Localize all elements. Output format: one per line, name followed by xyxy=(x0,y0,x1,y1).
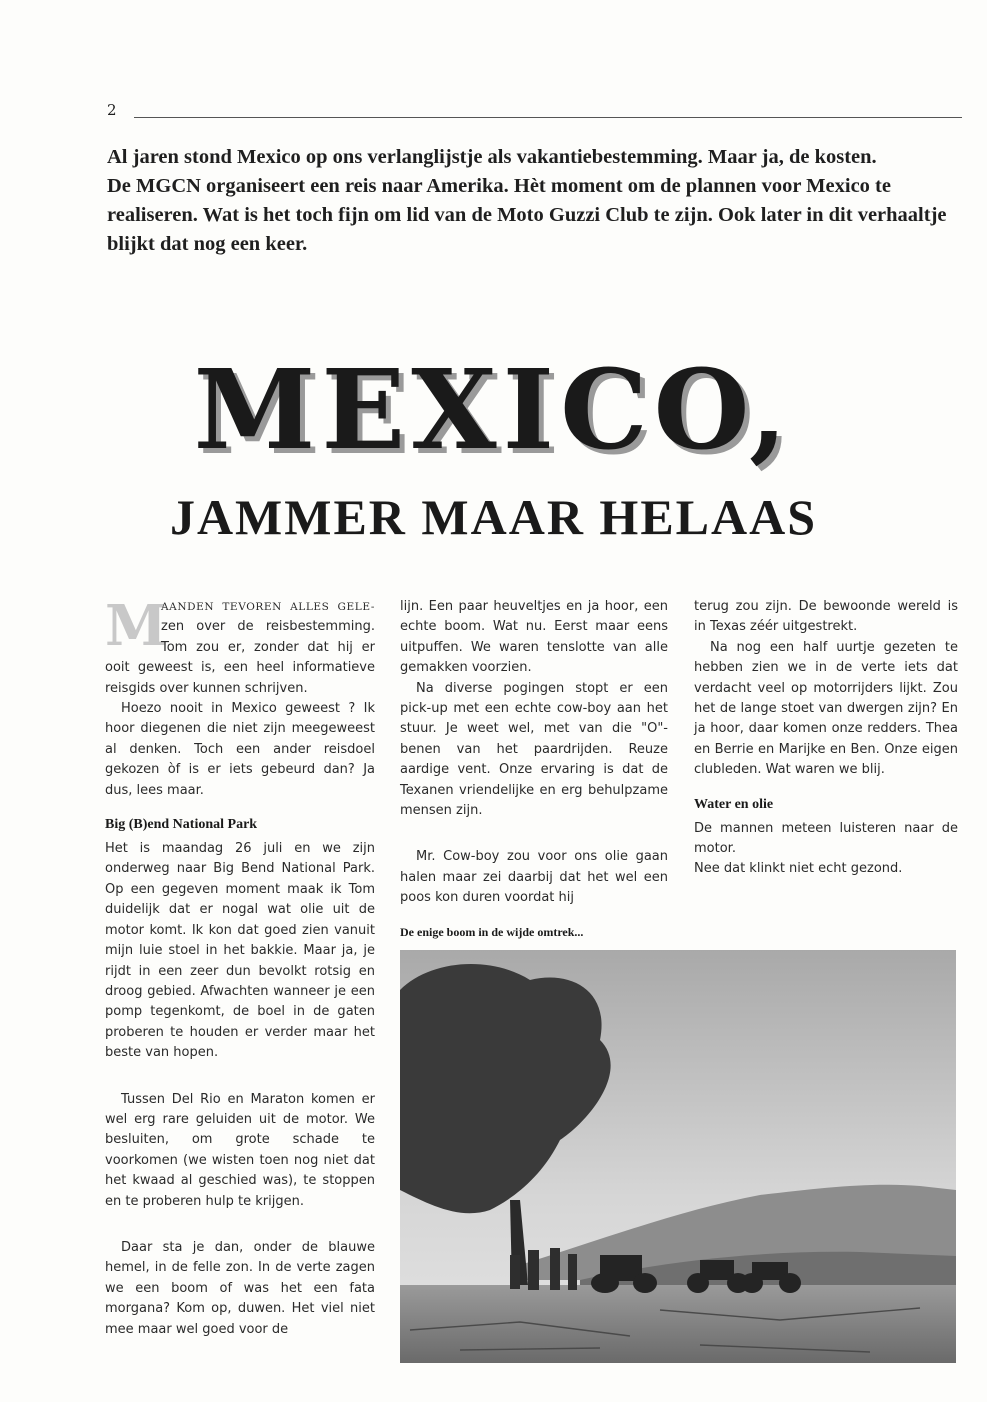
body-paragraph: Na diverse pogingen stopt er een pick-up met een echte cow-boy aan het stuur. Je weet wel, met van die "O"-benen van het paardrijden. Reuze aardige vent. Onze ervaring is dat de Texanen vriendelijke en erg behulpzame mensen zijn. xyxy=(400,680,668,819)
body-paragraph: Na nog een half uurtje gezeten te hebben zien we in de verte iets dat verdacht veel op motorrijders lijkt. Zou het de lange stoet van dwergen zijn? En ja hoor, daar komen onze redders. Thea en Berrie en Marijke en Ben. Onze eigen clubleden. Wat waren we blij. xyxy=(694,639,958,778)
section-subhead: Water en olie xyxy=(694,796,774,812)
road-photo xyxy=(400,950,956,1363)
body-paragraph: lijn. Een paar heuveltjes en ja hoor, een echte boom. Wat nu. Eerst maar eens uitpuffen. We waren tenslotte van alle gemakken voorzien. xyxy=(400,599,668,676)
intro-paragraph: De MGCN organiseert een reis naar Amerika. Hèt moment om de plannen voor Mexico te realiseren. Wat is het toch fijn om lid van de Moto Guzzi Club te zijn. Ook later in dit verhaaltje blijkt dat nog een keer. xyxy=(107,175,947,255)
body-paragraph: Het is maandag 26 juli en we zijn onderweg naar Big Bend National Park. Op een gegeven moment maak ik Tom duidelijk dat er nogal wat olie uit de motor komt. Ik kon dat goed zien vanuit mijn luie stoel in het bakkie. Maar ja, je rijdt in een zeer dun bevolkt rotsig en droog gebied. Afwachten wanneer je een pomp tegenkomt, de boel in de gaten proberen te houden er verder maar het beste van hopen. xyxy=(105,841,375,1061)
photo-caption: De enige boom in de wijde omtrek... xyxy=(400,925,584,939)
article-column-1 xyxy=(105,593,375,1340)
lead-paragraph xyxy=(105,593,375,699)
lead-smallcaps: AANDEN TEVOREN ALLES GELE- xyxy=(161,601,375,613)
intro-paragraph: Al jaren stond Mexico op ons verlanglijstje als vakantiebestemming. Maar ja, de kosten. xyxy=(107,146,877,168)
title-main: MEXICO, xyxy=(193,345,794,474)
article-column-2 xyxy=(400,597,668,909)
intro xyxy=(107,143,957,259)
body-paragraph: Mr. Cow-boy zou voor ons olie gaan halen maar zei daarbij dat het wel een poos kon duren voordat hij xyxy=(400,849,668,906)
lead-rest: zen over de reisbestemming. Tom zou er, zonder dat hij er ooit geweest is, een heel informatieve reisgids over kunnen schrijven. xyxy=(105,619,375,696)
page-number: 2 xyxy=(107,101,117,119)
body-paragraph: De mannen meteen luisteren naar de motor. xyxy=(694,820,958,857)
body-paragraph: Hoezo nooit in Mexico geweest ? Ik hoor diegenen die niet zijn meegeweest al denken. Toch een ander reisdoel gekozen òf is er iets gebeurd dan? Ja dus, lees maar. xyxy=(105,701,375,798)
body-paragraph: Tussen Del Rio en Maraton komen er wel erg rare geluiden uit de motor. We besluiten, om grote schade te voorkomen (we wisten toen nog niet dat het kwaad al geschied was), te stoppen en te proberen hulp te krijgen. xyxy=(105,1091,375,1209)
body-paragraph: terug zou zijn. De bewoonde wereld is in Texas zéér uitgestrekt. xyxy=(694,599,958,635)
article-column-3 xyxy=(694,597,958,880)
header-rule xyxy=(134,117,962,118)
section-subhead: Big (B)end National Park xyxy=(105,817,258,833)
body-paragraph: Nee dat klinkt niet echt gezond. xyxy=(694,861,903,877)
drop-cap: M xyxy=(105,593,167,659)
body-paragraph: Daar sta je dan, onder de blauwe hemel, in de felle zon. In de verte zagen we een boom of was het een fata morgana? Kom op, duwen. Het viel niet mee maar wel goed voor de xyxy=(105,1239,375,1337)
title-sub: JAMMER MAAR HELAAS xyxy=(169,489,818,545)
